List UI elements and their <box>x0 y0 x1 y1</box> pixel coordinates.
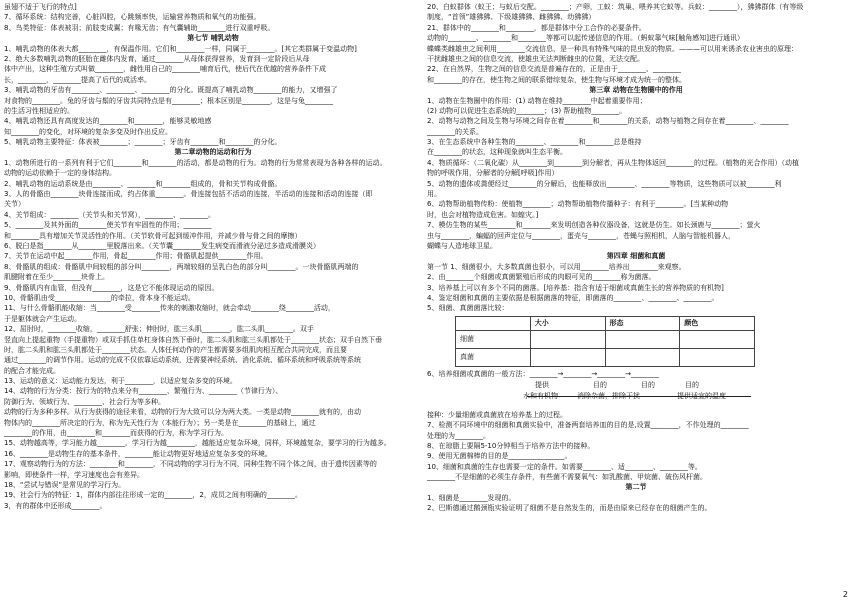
table-row <box>456 348 755 366</box>
text-line: 知________的变化，对环境的复杂多变及时作出反应。 <box>4 127 172 136</box>
text-line: 接种：少量细菌或真菌放在培养基上的过程。 <box>427 410 567 419</box>
text-line: 10、细菌和真菌的生存也需要一定的条件。如需要________、适________、________等。 <box>427 462 702 471</box>
text-line: 16、________是动物生存的基本条件，________能让动物更好地适应复杂多变的环境。 <box>4 449 272 458</box>
text-line: 的配合才能完成。 <box>4 366 60 375</box>
diagram-purpose: 提供适宜的温度 <box>677 391 726 400</box>
table-row <box>456 330 755 348</box>
text-line: ________不是细菌的必须生存条件，有些菌不需要氧气：如乳酸菌、甲烷菌、破伤风杆菌。 <box>427 473 707 482</box>
table-cell <box>605 348 680 366</box>
text-line: 物体内的________所决定的行为，称为先天性行为（本能行为）；另一类是在________的基础上，通过 <box>4 418 316 427</box>
text-line: 5、哺乳动物主要特征：体表被________；________；牙齿有________和________的分化。 <box>4 138 282 147</box>
text-line: 于是躯体就会产生运动。 <box>4 314 81 323</box>
text-line: 1、动物在生物圈中的作用：(1) 动物在维持________中起着重要作用； <box>427 96 647 105</box>
text-line: 动物的运动依赖于一定的身体结构。 <box>4 169 116 178</box>
text-line: 6、动物帮助植物传粉：使植物________；动物帮助植物传播种子：有利于________。[当某种动物 <box>427 200 729 209</box>
text-line: 防御行为、领域行为、________、社会行为等多种。 <box>4 397 165 406</box>
section-heading: 第四章 细菌和真菌 <box>606 252 666 261</box>
text-line: ________的作用，由________和________而获得的行为，称为学习行为。 <box>4 429 228 438</box>
text-line: 2、哺乳动物的运动系统是由________、________和________组成的，骨和关节构成骨骼。 <box>4 179 282 188</box>
text-line: 2、由________个细菌或真菌繁殖后形成的肉眼可见的________称为菌落。 <box>427 273 656 282</box>
text-line: 22、在自然界，生物之间的信息交流是普遍存在的，正是由于________、________ <box>427 65 681 74</box>
text-line: 8、在琼脂上要隔5-10分钟相当于培养方法中的接种。 <box>427 441 595 450</box>
text-line: 9、骨骼肌内有血管，但没有________，这是它不能体现运动的原因。 <box>4 283 219 292</box>
text-line: 19、社会行为的特征：1，群体内部往往形成一定的________，2，成员之间有明确的________。 <box>4 491 302 500</box>
text-line: 在________的状态，这种现象就叫生态平衡。 <box>427 148 567 157</box>
text-line: 和________的存在，使生物之间的联系错综复杂，使生物与环境才成为统一的整体。 <box>427 75 686 84</box>
text-line: 12、屈肘时，________收缩，________舒张；伸肘时，肱三头肌________，肱二头肌________。双手 <box>4 325 314 334</box>
text-line: 15、动物越高等，学习能力越________，学习行为越________，越能适应复杂环境，同样，环境越复杂，要学习的行为越多。 <box>4 439 391 448</box>
table-cell <box>680 330 755 348</box>
left-column <box>4 2 422 511</box>
text-line: 5、动物的遗体或粪便经过________的分解后，也能释放出________、________等物质，这些物质可以被________利 <box>427 179 782 188</box>
text-line: 7、模仿生物的某些________和________来发明创造各种仪器设备，这就是仿生。如长颈鹿与________；萤火 <box>427 221 761 230</box>
text-line: 11、与什么骨骼肌能收缩：当________受________传来的刺激收缩时，就会牵动________绕________活动， <box>4 304 335 313</box>
diagram-label: 目的 <box>641 380 655 389</box>
text-line: 6、脱臼是指________从________里脱落出来。（关节囊________发生病变而滑液分泌过多造成滑膜炎） <box>4 241 320 250</box>
diagram-intro: 6、培养细菌或真菌的一般方法：________→________→________→________ <box>427 369 660 378</box>
text-line: 20、白蚁群体（蚁王；与蚁后交配。________；产卵，工蚁：筑巢、喂养其它蚁等。兵蚁：________），狒狒群体（有等级 <box>427 3 804 11</box>
text-line: 2、巴斯德通过鹅颈瓶实验证明了细菌不是自然发生的，而是由原来已经存在的细菌产生的。 <box>427 504 712 513</box>
table-corner-cell <box>456 316 531 330</box>
text-line: 10、骨骼肌由受________________的牵拉，骨本身不能运动。 <box>4 293 195 302</box>
diagram-label: 目的 <box>685 380 699 389</box>
section-heading: 第三章 动物在生物圈中的作用 <box>589 86 683 95</box>
text-line: 长，________，________提高了后代的成活率。 <box>4 75 151 84</box>
text-line: 4、关节组成：________（关节头和关节窝），________、________。 <box>4 210 215 219</box>
text-line: 时，也会对植物造成危害。如蝗灾。] <box>427 210 539 219</box>
text-line: 动物的________、________和________等都可以起传递信息的作用。（蚂蚁靠气味[触角感知]进行通讯） <box>427 34 744 43</box>
text-line: 干扰雌雄虫之间的信息交流，使雄虫无法判断雌虫的位置，无法交配。 <box>427 54 644 63</box>
text-line: (2) 动物可以促进生态系统的________；(3) 帮助植物________。 <box>427 106 627 115</box>
text-line: 9、使用无菌棉棒的目的是________________。 <box>427 452 572 461</box>
text-line: 7、检测不同环境中的细菌和真菌实验中，准备两套培养皿的目的是,设置________，不作处理的________ <box>427 421 749 430</box>
diagram-label: 提供 <box>535 380 549 389</box>
text-line: 17、观察动物行为的方法：________和________，不同动物的学习行为不同，同种生物不同个体之间，由于遗传因素等的 <box>4 460 377 469</box>
text-line: 体中产出，这种生殖方式叫做________，雌性用自己的________哺育后代，使后代在优越的营养条件下成 <box>4 65 326 74</box>
text-line: 13、运动的意义：运动能力发达，利于________，以适应复杂多变的环境。 <box>4 377 237 386</box>
text-line: 动物的行为多种多样。从行为获得的途径来看，动物的行为大致可以分为两大类。一类是动物________就有的，由动 <box>4 408 361 417</box>
text-line: 8、鸟类特征：体表被羽；前肢变成翼；有喙无齿；有气囊辅助________进行双重呼吸。 <box>4 23 275 32</box>
right-column <box>427 2 845 514</box>
text-line: 1、动物所进行的一系列有利于它们________和________的活动，都是动物的行为。动物的行为常常表现为各种各样的运动。 <box>4 158 387 167</box>
text-line: ________的关系。 <box>427 127 483 136</box>
culture-method-diagram <box>427 369 845 409</box>
table-row-label: 真菌 <box>456 348 531 366</box>
text-line: 肌腱附着在至少________块骨上。 <box>4 273 109 282</box>
table-row-label: 细菌 <box>456 330 531 348</box>
text-line: 关节） <box>4 200 25 209</box>
text-line: 对食物的________。兔的牙齿与鬃的牙齿共同特点是有________；根本区别是________，这是与兔________ <box>4 96 333 105</box>
text-line: 影响，即使条件一样，学习速度也会有差异。 <box>4 470 144 479</box>
text-line: 8、骨骼肌的组成：骨骼肌中间较粗的部分叫________，两端较细的呈乳白色的部分叫________。一块骨骼肌两端的 <box>4 262 359 271</box>
text-line: 第一节 1、细菌很小，大多数真菌也很小，可以用________培养出________来观察。 <box>427 262 686 271</box>
text-line: 时，肱二头肌和肱三头肌都处于________状态。人体任何动作的产生都需要多组肌肉相互配合共同完成，而且要 <box>4 345 347 354</box>
text-line: 1、哺乳动物的体表大都________，有保温作用。它们和________一样，同属于________。[其它类群属于变温动物] <box>4 44 357 53</box>
text-line: 4、哺乳动物还具有高度发达的________和________，能够灵敏地感 <box>4 117 212 126</box>
table-header-size: 大小 <box>530 316 605 330</box>
text-line: 4、鉴定细菌和真菌的主要依据是根据菌落的特征，即菌落的________、________、________。 <box>427 293 719 302</box>
text-line: 5、细菌、真菌菌落比较： <box>427 304 509 313</box>
text-line: 2、动物与动物之间及生物与环境之间存在着________和________的关系，动物与植物之间存在着________、________ <box>427 117 789 126</box>
table-cell <box>605 330 680 348</box>
text-line: 和________具有增加关节灵活性的作用。（关节软骨可起到缓冲作用，并减少骨与骨之间的摩擦） <box>4 231 302 240</box>
text-line: 21、群体中的________和________，都是群体中分工合作的必要条件。 <box>427 23 646 32</box>
text-line: 4、物质循环：（二氧化碳）从________到________到分解者，再从生物体返回________的过程。（植物的光合作用）（动植 <box>427 158 799 167</box>
table-cell <box>530 330 605 348</box>
text-line: 物的呼吸作用，分解者的分解[呼吸]作用） <box>427 169 559 178</box>
text-line: 7、循环系统：结构完善，心脏四腔，心跳频率快，运输营养物质和氧气的功能强。 <box>4 13 261 22</box>
text-line: 的生活习性相适应的。 <box>4 106 74 115</box>
text-line: 制度，“首领”雄狒狒、下级雄狒狒、雌狒狒、幼狒狒） <box>427 13 596 22</box>
text-line: 3，有的群体中还形成________。 <box>4 501 107 510</box>
diagram-purpose: 水和有机物 <box>523 391 558 400</box>
colony-comparison-table <box>455 316 755 367</box>
text-line: 1、细菌是________发现的。 <box>427 493 516 502</box>
text-line: 虫与________，蝙蝠的回声定位与________，蛋壳与________，苍蝇与照相机，人脑与智能机器人， <box>427 231 735 240</box>
text-line: 蝶蝶类雌雄虫之间利用________交流信息，是一种具有特殊气味的昆虫发的物质。———可以用来诱杀农业害虫的原理： <box>427 44 798 53</box>
text-line: 虽翅不适于飞行的特点] <box>4 3 77 11</box>
text-line: 3、在生态系统中各种生物的________、________和________总是维持 <box>427 138 642 147</box>
table-cell <box>530 348 605 366</box>
table-cell <box>680 348 755 366</box>
section-heading: 第二章动物的运动和行为 <box>174 148 252 157</box>
section-heading: 第七节 哺乳动物 <box>187 34 239 43</box>
text-line: 用。 <box>427 190 441 199</box>
right-bottom-section <box>427 410 845 514</box>
text-line: 5、________及其外面的________使关节有牢固性的作用；________ <box>4 221 212 230</box>
text-line: 14、动物的行为分类：按行为的特点来分有________、繁殖行为、________（节律行为）、 <box>4 387 283 396</box>
diagram-purpose: 消除杂菌，排除干扰 <box>577 391 640 400</box>
text-line: 2、绝大多数哺乳动物的胚胎在雌体内发育，通过________从母体获得营养，发育到一定阶段后从母 <box>4 54 310 63</box>
text-line: 3、哺乳动物的牙齿有________、________、________的分化。既提高了哺乳动物________的能力，又增强了 <box>4 86 338 95</box>
text-line: 蝴蝶与人造地球卫星。 <box>427 241 497 250</box>
text-line: 7、关节在运动中起________作用，骨起________作用；骨骼肌起提供________作用。 <box>4 252 268 261</box>
section-heading: 第二节 <box>625 483 647 492</box>
text-line: 3、人的骨骼由________块骨连接而成，约占体重________。骨连接包括不活动的连接，半活动的连接和活动的连接（即 <box>4 190 373 199</box>
table-header-color: 颜色 <box>680 316 755 330</box>
table-header-shape: 形态 <box>605 316 680 330</box>
text-line: 3、培养基上可以有多个不同的菌落。[培养基：指含有适于细菌或真菌生长的营养物质的有机物] <box>427 283 724 292</box>
diagram-label: 目的 <box>593 380 607 389</box>
text-line: 处理的为________。 <box>427 431 490 440</box>
text-line: 18、“尝试与错误”是常见的学习行为。 <box>4 480 126 489</box>
page-number: 2 <box>842 590 848 599</box>
text-line: 通过________的调节作用。运动的完成不仅依靠运动系统，还需要神经系统、消化系统、循环系统和呼吸系统等系统 <box>4 356 361 365</box>
text-line: 竖直向上提起重物（手提重物）或双手抓住单杠身体自然下垂时，肱二头肌和肱三头肌都处于________状态；双手自然下垂 <box>4 335 382 344</box>
right-top-section <box>427 2 845 314</box>
